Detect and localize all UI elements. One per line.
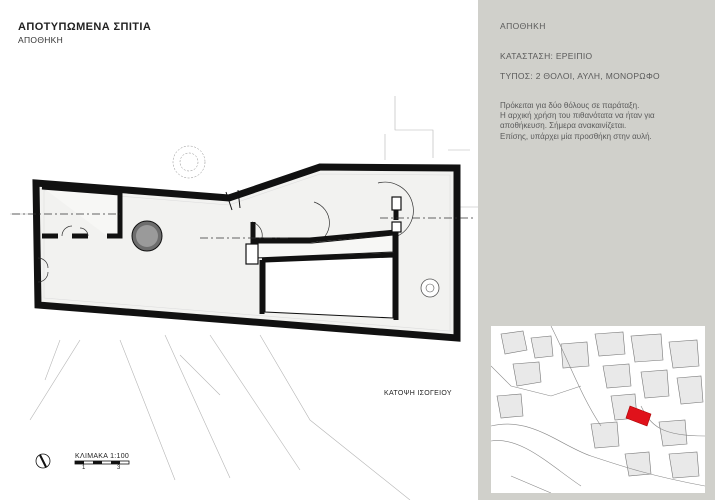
- status-text: ΚΑΤΑΣΤΑΣΗ: ΕΡΕΙΠΙΟ: [500, 51, 593, 61]
- info-heading: ΑΠΟΘΗΚΗ: [500, 21, 546, 31]
- location-map: [491, 326, 705, 493]
- scale-label: ΚΛΙΜΑΚΑ 1:100: [75, 453, 130, 460]
- type-text: ΤΥΠΟΣ: 2 ΘΟΛΟΙ, ΑΥΛΗ, ΜΟΝΟΡΩΦΟ: [500, 71, 660, 81]
- scale-tick-3: 3: [117, 465, 121, 471]
- description-line: αποθήκευση. Σήμερα ανακαινίζεται.: [500, 121, 627, 131]
- vault-floor: [256, 235, 393, 318]
- description-line: Η αρχική χρήση του πιθανότατα να ήταν για: [500, 111, 655, 121]
- scale-tick-1: 1: [82, 465, 86, 471]
- description-line: Επίσης, υπάρχει μία προσθήκη στην αυλή.: [500, 131, 652, 141]
- description-line: Πρόκειται για δύο θόλους σε παράταξη.: [500, 101, 640, 110]
- north-arrow-icon: [36, 454, 50, 468]
- sheet-title: ΑΠΟΤΥΠΩΜΕΝΑ ΣΠΙΤΙΑ: [18, 21, 152, 33]
- description: [500, 101, 700, 142]
- building-highlight: [626, 406, 651, 426]
- plan-label: ΚΑΤΟΨΗ ΙΣΟΓΕΙΟΥ: [384, 390, 452, 397]
- scale-bar: [75, 461, 129, 464]
- location-map-drawing: [491, 326, 705, 493]
- sheet-subtitle: ΑΠΟΘΗΚΗ: [18, 35, 64, 45]
- tree-symbol: [173, 146, 205, 178]
